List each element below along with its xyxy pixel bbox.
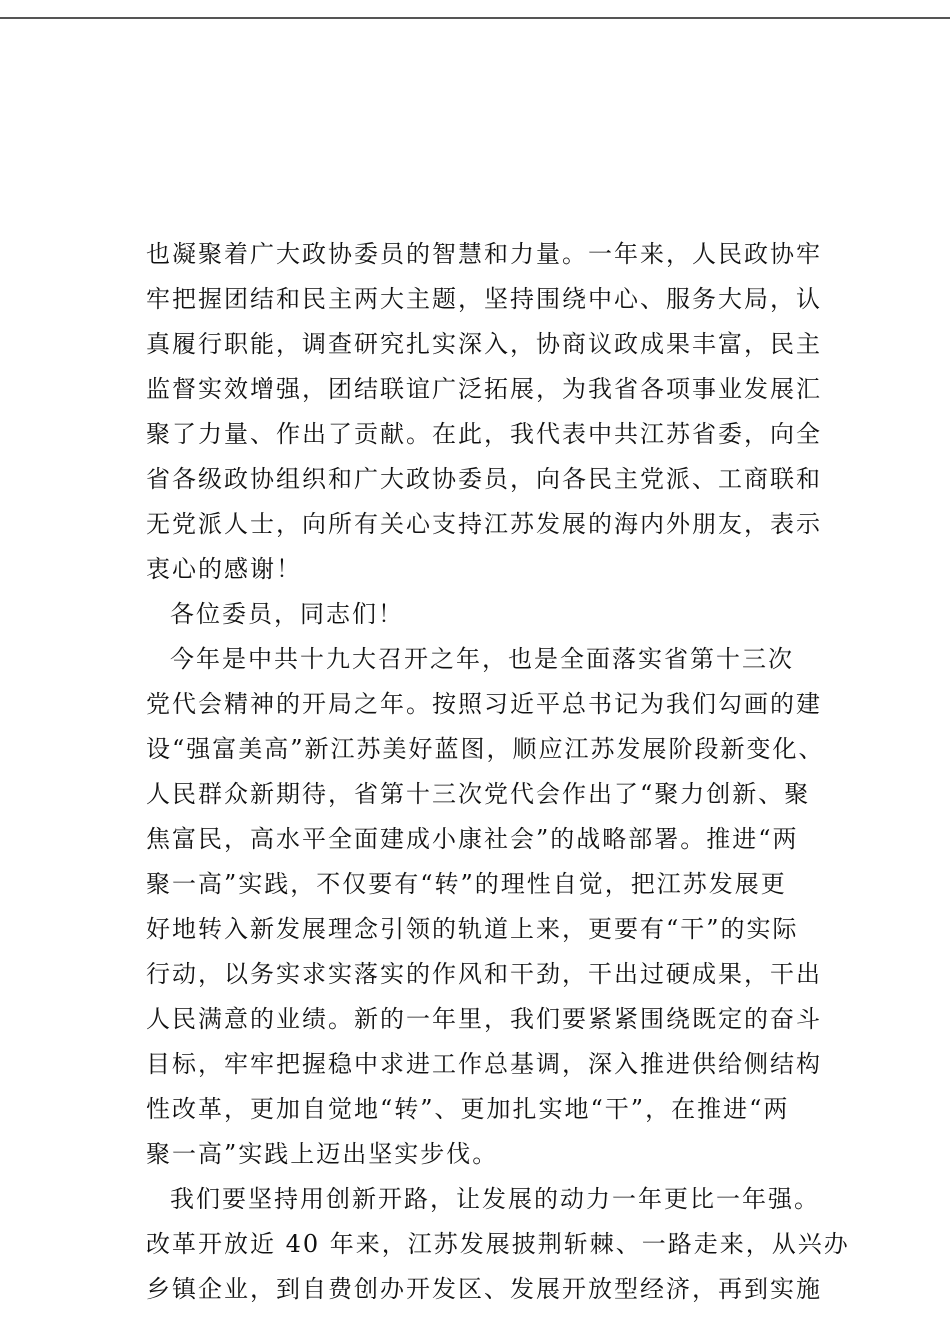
text-line: 真履行职能，调查研究扎实深入，协商议政成果丰富，民主	[146, 330, 822, 358]
text-line: 设“强富美高”新江苏美好蓝图，顺应江苏发展阶段新变化、	[146, 735, 825, 763]
text-line: 衷心的感谢！	[146, 555, 302, 583]
paragraph-start-line: 今年是中共十九大召开之年，也是全面落实省第十三次	[170, 645, 794, 673]
paragraph-start-line: 我们要坚持用创新开路，让发展的动力一年更比一年强。	[170, 1185, 820, 1213]
text-line: 监督实效增强，团结联谊广泛拓展，为我省各项事业发展汇	[146, 375, 822, 403]
text-line: 好地转入新发展理念引领的轨道上来，更要有“干”的实际	[146, 915, 799, 943]
text-line: 人民满意的业绩。新的一年里，我们要紧紧围绕既定的奋斗	[146, 1005, 822, 1033]
text-line: 无党派人士，向所有关心支持江苏发展的海内外朋友，表示	[146, 510, 822, 538]
text-line: 也凝聚着广大政协委员的智慧和力量。一年来，人民政协牢	[146, 240, 822, 268]
text-line: 聚一高”实践，不仅要有“转”的理性自觉，把江苏发展更	[146, 870, 787, 898]
text-line: 乡镇企业，到自费创办开发区、发展开放型经济，再到实施	[146, 1275, 822, 1303]
text-line: 目标，牢牢把握稳中求进工作总基调，深入推进供给侧结构	[146, 1050, 822, 1078]
header-rule	[0, 17, 950, 19]
text-line: 聚一高”实践上迈出坚实步伐。	[146, 1140, 499, 1168]
text-line: 焦富民，高水平全面建成小康社会”的战略部署。推进“两	[146, 825, 799, 853]
text-line: 改革开放近 40 年来，江苏发展披荆斩棘、一路走来，从兴办	[146, 1230, 850, 1258]
document-body	[146, 232, 850, 1312]
text-line: 聚了力量、作出了贡献。在此，我代表中共江苏省委，向全	[146, 420, 822, 448]
text-line: 党代会精神的开局之年。按照习近平总书记为我们勾画的建	[146, 690, 822, 718]
text-line: 省各级政协组织和广大政协委员，向各民主党派、工商联和	[146, 465, 822, 493]
text-line: 人民群众新期待，省第十三次党代会作出了“聚力创新、聚	[146, 780, 811, 808]
text-line: 行动，以务实求实落实的作风和干劲，干出过硬成果，干出	[146, 960, 822, 988]
paragraph-start-line: 各位委员，同志们！	[170, 600, 404, 628]
text-line: 性改革，更加自觉地“转”、更加扎实地“干”，在推进“两	[146, 1095, 790, 1123]
text-line: 牢把握团结和民主两大主题，坚持围绕中心、服务大局，认	[146, 285, 822, 313]
